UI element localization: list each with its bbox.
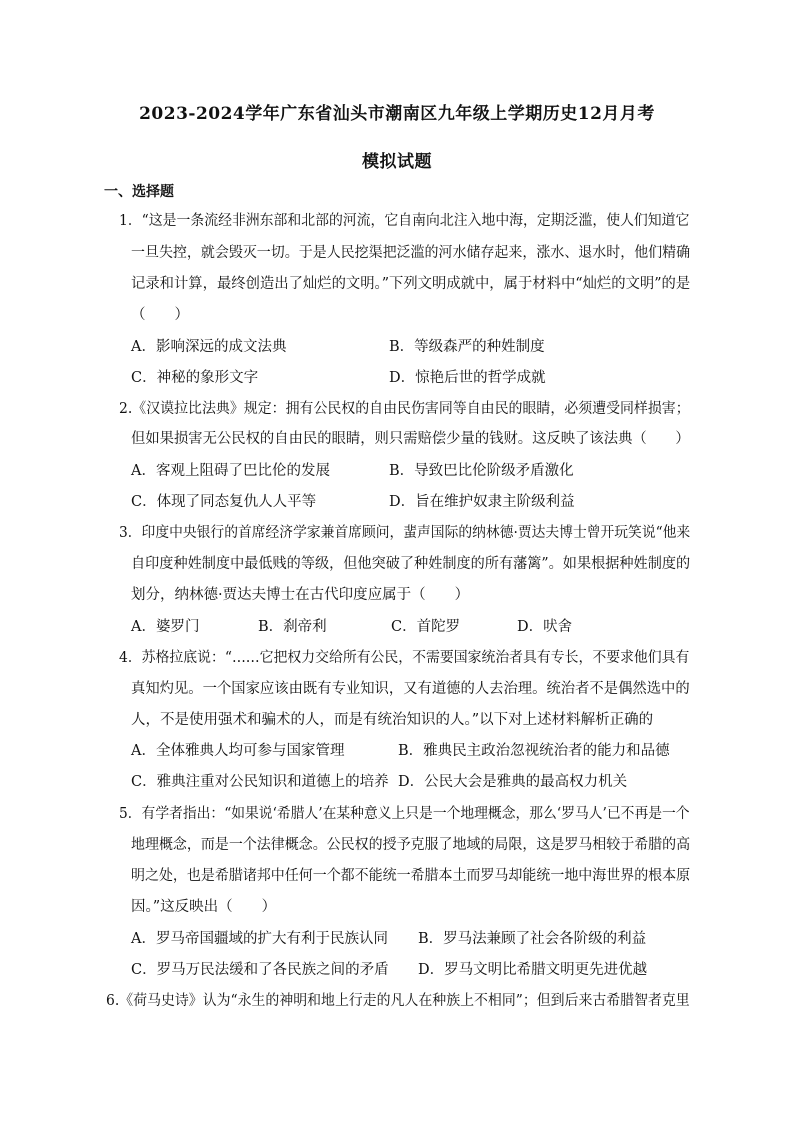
question-5-option-d: D．罗马文明比希腊文明更先进优越 bbox=[418, 962, 648, 978]
question-3-option-c: C．首陀罗 bbox=[391, 619, 461, 635]
question-5-line-4: 因。”这反映出（ ） bbox=[131, 899, 277, 915]
question-4-option-a: A．全体雅典人均可参与国家管理 bbox=[131, 743, 345, 759]
question-3-option-a: A．婆罗门 bbox=[131, 619, 200, 635]
question-4-line-2: 真知灼见。一个国家应该由既有专业知识，又有道德的人去治理。统治者不是偶然选中的 bbox=[131, 681, 690, 697]
question-2-line-1: 2.《汉谟拉比法典》规定：拥有公民权的自由民伤害同等自由民的眼睛，必须遭受同样损害； bbox=[119, 401, 690, 417]
question-3-line-3: 划分，纳林德·贾达夫博士在古代印度应属于（ ） bbox=[131, 587, 470, 603]
question-3-line-2: 自印度种姓制度中最低贱的等级，但他突破了种姓制度的所有藩篱”。如果根据种姓制度的 bbox=[131, 556, 691, 572]
question-4-option-d: D．公民大会是雅典的最高权力机关 bbox=[398, 774, 628, 790]
question-1-option-a: A．影响深远的成文法典 bbox=[131, 339, 287, 355]
question-2-option-a: A．客观上阻碍了巴比伦的发展 bbox=[131, 463, 330, 479]
question-3-option-d: D．吠舍 bbox=[517, 619, 573, 635]
question-4-option-c: C．雅典注重对公民知识和道德上的培养 bbox=[131, 774, 389, 790]
question-1-option-d: D．惊艳后世的哲学成就 bbox=[389, 370, 546, 386]
question-1-line-4: （ ） bbox=[131, 307, 189, 323]
question-2-option-d: D．旨在维护奴隶主阶级利益 bbox=[389, 494, 575, 510]
question-3-option-b: B．刹帝利 bbox=[258, 619, 327, 635]
question-2-line-2: 但如果损害无公民权的自由民的眼睛，则只需赔偿少量的钱财。这反映了该法典（ ） bbox=[131, 431, 690, 447]
question-5-line-2: 地理概念，而是一个法律概念。公民权的授予克服了地域的局限，这是罗马相较于希腊的高 bbox=[131, 837, 691, 853]
question-2-option-c: C．体现了同态复仇人人平等 bbox=[131, 494, 317, 510]
question-5-line-3: 明之处，也是希腊诸邦中任何一个都不能统一希腊本土而罗马却能统一地中海世界的根本原 bbox=[131, 868, 691, 884]
section-heading: 一、选择题 bbox=[104, 184, 174, 200]
question-1-line-1: 1．“这是一条流经非洲东部和北部的河流，它自南向北注入地中海，定期泛滥，使人们知道它 bbox=[119, 213, 690, 229]
question-4-line-1: 4．苏格拉底说：“……它把权力交给所有公民，不需要国家统治者具有专长，不要求他们具有 bbox=[119, 650, 690, 666]
question-3-line-1: 3．印度中央银行的首席经济学家兼首席顾问，蜚声国际的纳林德·贾达夫博士曾开玩笑说“他来 bbox=[119, 525, 691, 541]
question-1-line-3: 记录和计算，最终创造出了灿烂的文明。”下列文明成就中，属于材料中“灿烂的文明”的是 bbox=[131, 276, 691, 292]
question-2-option-b: B．导致巴比伦阶级矛盾激化 bbox=[389, 463, 574, 479]
page-subtitle: 模拟试题 bbox=[362, 152, 432, 172]
question-5-option-a: A．罗马帝国疆域的扩大有利于民族认同 bbox=[131, 931, 388, 947]
question-4-option-b: B．雅典民主政治忽视统治者的能力和品德 bbox=[398, 743, 670, 759]
question-1-option-b: B．等级森严的种姓制度 bbox=[389, 339, 545, 355]
question-1-line-2: 一旦失控，就会毁灭一切。于是人民挖渠把泛滥的河水储存起来，涨水、退水时，他们精确 bbox=[131, 245, 691, 261]
question-5-option-b: B．罗马法兼顾了社会各阶级的利益 bbox=[418, 931, 647, 947]
question-6-line-1: 6.《荷马史诗》认为“永生的神明和地上行走的凡人在种族上不相同”；但到后来古希腊智者克里 bbox=[106, 993, 690, 1009]
question-5-line-1: 5．有学者指出：“如果说‘希腊人’在某种意义上只是一个地理概念，那么‘罗马人’已不再是一个 bbox=[119, 806, 690, 822]
question-1-option-c: C．神秘的象形文字 bbox=[131, 370, 259, 386]
page-title: 2023-2024学年广东省汕头市潮南区九年级上学期历史12月月考 bbox=[139, 104, 655, 124]
question-4-line-3: 人，不是使用强术和骗术的人，而是有统治知识的人。”以下对上述材料解析正确的 bbox=[131, 712, 654, 728]
question-5-option-c: C．罗马万民法缓和了各民族之间的矛盾 bbox=[131, 962, 389, 978]
